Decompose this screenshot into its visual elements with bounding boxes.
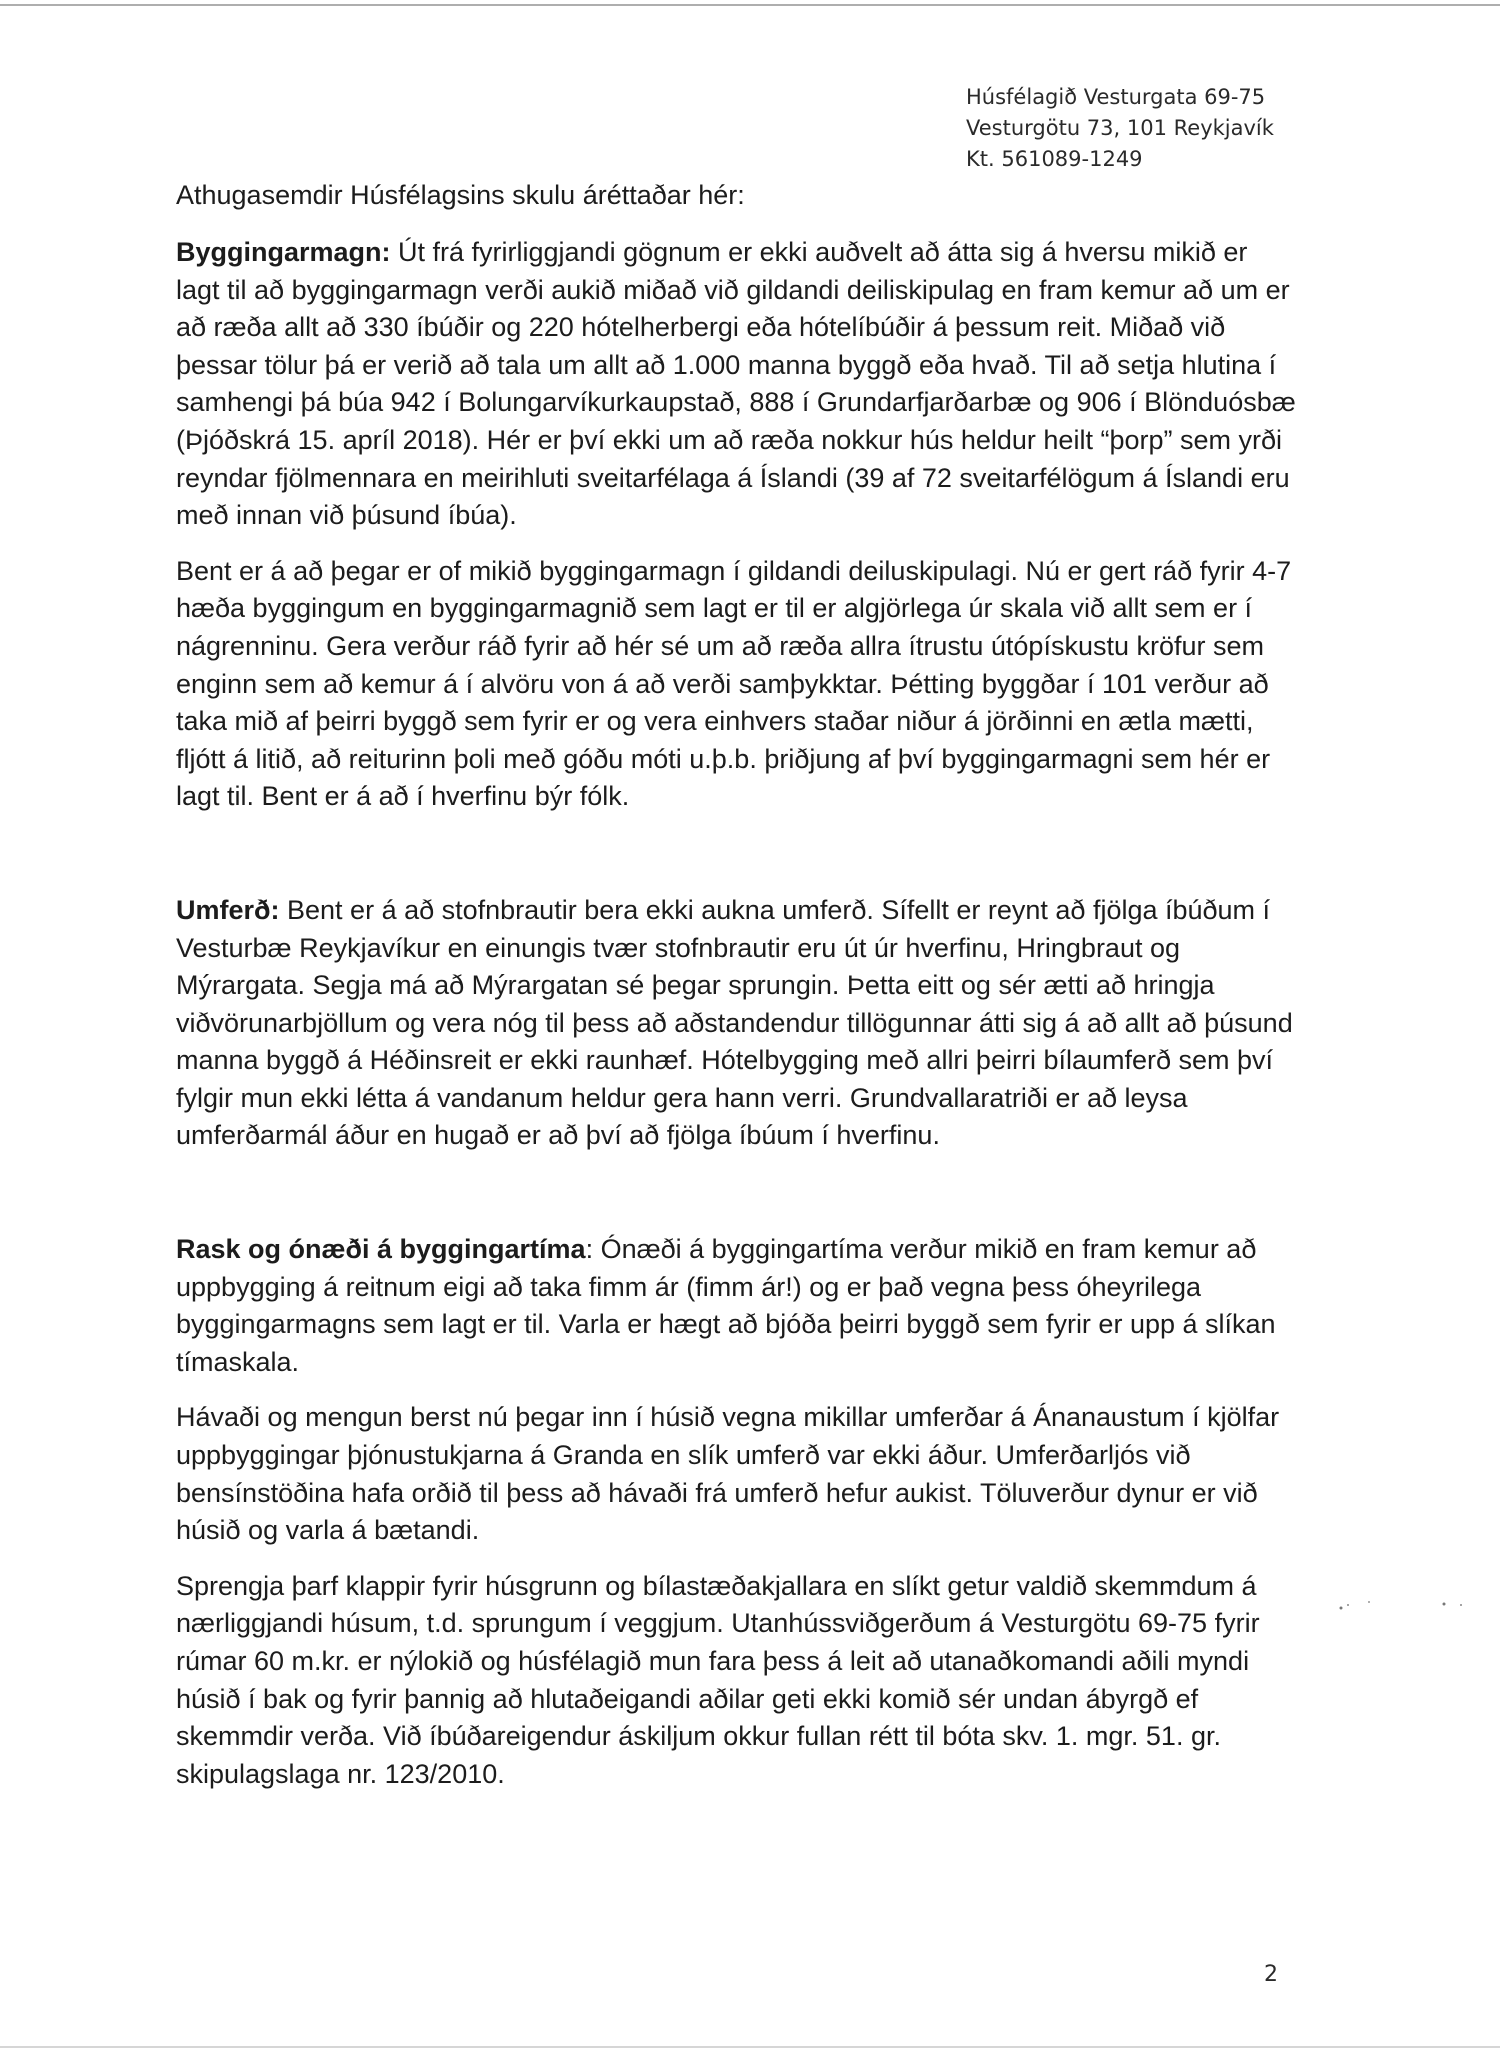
scan-edge-bottom [0,2046,1500,2048]
speck [1443,1603,1446,1606]
sender-address: Vesturgötu 73, 101 Reykjavík [966,116,1274,140]
rask-paragraph-3: Sprengja þarf klappir fyrir húsgrunn og bílastæðakjallara en slíkt getur valdið skemmdum á nærliggjandi húsum, t.d. sprungum í veggjum. Utanhússviðgerðum á Vesturgötu 69-75 fyrir rúmar 60 m.kr. er nýlokið og húsfélagið mun fara þess á leit að utanaðkomandi aðili myndi húsið í bak og fyrir þannig að hlutaðeigandi aðilar geti ekki komið sér undan ábyrgð ef skemmdir verða. Við íbúðareigendur áskiljum okkur fullan rétt til bóta skv. 1. mgr. 51. gr. skipulagslaga nr. 123/2010. [176,1570,1260,1789]
scan-specks [1335,1596,1475,1616]
rask-paragraph-2: Hávaði og mengun berst nú þegar inn í húsið vegna mikillar umferðar á Ánanaustum í kjölfar uppbyggingar þjónustukjarna á Granda en slík umferð var ekki áður. Umferðarljós við bensínstöðina hafa orðið til þess að hávaði frá umferð hefur aukist. Töluverður dynur er við húsið og varla á bætandi. [176,1402,1280,1546]
speck [1368,1601,1370,1603]
intro-line: Athugasemdir Húsfélagsins skulu áréttaðar hér: [176,180,745,210]
byggingarmagn-heading: Byggingarmagn: [176,237,391,267]
rask-paragraph [176,1231,1296,1381]
byggingarmagn-text: Út frá fyrirliggjandi gögnum er ekki auðvelt að átta sig á hversu mikið er lagt til að byggingarmagn verði aukið miðað við gildandi deiliskipulag en fram kemur að um er að ræða allt að 330 íbúðir og 220 hótelherbergi eða hótelíbúðir á þessum reit. Miðað við þessar tölur þá er verið að tala um allt að 1.000 manna byggð eða hvað. Til að setja hlutina í samhengi þá búa 942 í Bolungarvíkurkaupstað, 888 í Grundarfjarðarbæ og 906 í Blönduósbæ (Þjóðskrá 15. apríl 2018). Hér er því ekki um að ræða nokkur hús heldur heilt “þorp” sem yrði reyndar fjölmennara en meirihluti sveitarfélaga á Íslandi (39 af 72 sveitarfélögum á Íslandi eru með innan við þúsund íbúa). [176,237,1296,531]
sender-kennitala: Kt. 561089-1249 [966,147,1143,171]
rask-heading: Rask og ónæði á byggingartíma [176,1234,586,1265]
umferd-paragraph [176,892,1296,1155]
umferd-heading: Umferð: [176,894,280,925]
sender-name: Húsfélagið Vesturgata 69-75 [966,85,1266,109]
document-body [176,234,1296,1793]
byggingarmagn-paragraph [176,234,1296,535]
sender-block [966,82,1274,175]
umferd-text: Bent er á að stofnbrautir bera ekki aukna umferð. Sífellt er reynt að fjölga íbúðum í Vesturbæ Reykjavíkur en einungis tvær stofnbrautir eru út úr hverfinu, Hringbraut og Mýrargata. Segja má að Mýrargatan sé þegar sprungin. Þetta eitt og sér ætti að hringja viðvörunarbjöllum og vera nóg til þess að aðstandendur tillögunnar átti sig á að allt að þúsund manna byggð á Héðinsreit er ekki raunhæf. Hótelbygging með allri þeirri bílaumferð sem því fylgir mun ekki létta á vandanum heldur gera hann verri. Grundvallaratriði er að leysa umferðarmál áður en hugað er að því að fjölga íbúum í hverfinu. [176,894,1293,1151]
speck [1340,1607,1343,1610]
speck [1460,1604,1462,1606]
page-number: 2 [1264,1962,1278,1987]
rask-text: : Ónæði á byggingartíma verður mikið en fram kemur að uppbygging á reitnum eigi að taka fimm ár (fimm ár!) og er það vegna þess óheyrilega byggingarmagns sem lagt er til. Varla er hægt að bjóða þeirri byggð sem fyrir er upp á slíkan tímaskala. [176,1234,1276,1377]
byggingarmagn-paragraph-2: Bent er á að þegar er of mikið byggingarmagn í gildandi deiluskipulagi. Nú er gert ráð fyrir 4-7 hæða byggingum en byggingarmagnið sem lagt er til er algjörlega úr skala við allt sem er í nágrenninu. Gera verður ráð fyrir að hér sé um að ræða allra ítrustu útópískustu kröfur sem enginn sem að kemur á í alvöru von á að verði samþykktar. Þétting byggðar í 101 verður að taka mið af þeirri byggð sem fyrir er og vera einhvers staðar niður á jörðinni en ætla mætti, fljótt á litið, að reiturinn þoli með góðu móti u.þ.b. þriðjung af því byggingarmagni sem hér er lagt til. Bent er á að í hverfinu býr fólk. [176,555,1292,812]
scan-edge-top [0,4,1500,6]
speck [1347,1604,1349,1606]
